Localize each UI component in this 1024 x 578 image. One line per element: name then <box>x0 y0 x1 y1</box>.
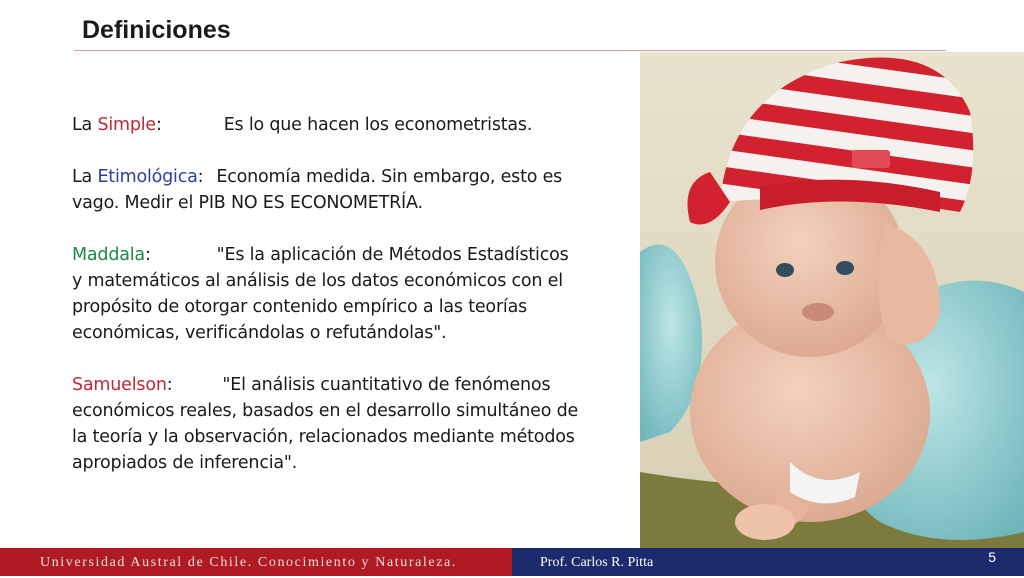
definition-prefix: La <box>72 115 98 135</box>
footer-author-panel <box>512 548 1024 576</box>
definition-maddala <box>72 242 582 346</box>
slide-title: Definiciones <box>82 16 231 44</box>
baby-photo-illustration <box>640 52 1024 548</box>
title-divider <box>74 50 946 51</box>
definition-samuelson <box>72 372 582 476</box>
definition-etimologica <box>72 164 582 216</box>
term-colon: : <box>197 167 204 187</box>
baby-photo <box>640 52 1024 548</box>
definitions-list <box>72 112 582 502</box>
term-colon: : <box>166 375 173 395</box>
definition-text: Es lo que hacen los econometristas. <box>223 115 533 135</box>
footer-bar <box>0 548 1024 576</box>
definition-text: "El análisis cuantitativo de fenómenos <box>222 375 551 395</box>
definition-text: "Es la aplicación de Métodos <box>216 245 462 265</box>
definition-simple <box>72 112 582 138</box>
term-simple: Simple <box>97 115 156 135</box>
term-maddala: Maddala <box>72 245 145 265</box>
definition-prefix: La <box>72 167 98 187</box>
definition-text-continued: Estadísticos y matemáticos al análisis de los datos económicos con el propósito de otorgar contenido empírico a las teorías económicas, verificándolas o refutándolas". <box>72 245 569 343</box>
footer-institution: Universidad Austral de Chile. Conocimiento y Naturaleza. <box>0 548 512 576</box>
term-colon: : <box>156 115 162 135</box>
term-samuelson: Samuelson <box>72 375 167 395</box>
definition-text-continued: económicos reales, basados en el desarrollo simultáneo de la teoría y la observación, relacionados mediante métodos apropiados de inferencia". <box>72 401 579 473</box>
footer-author: Prof. Carlos R. Pitta <box>540 555 654 570</box>
term-etimologica: Etimológica <box>97 167 198 187</box>
term-colon: : <box>144 245 151 265</box>
definition-text: Economía medida. Sin embargo, esto es <box>216 167 563 187</box>
definition-text-continued: vago. Medir el PIB NO ES ECONOMETRÍA. <box>72 193 423 213</box>
page-number: 5 <box>988 549 996 565</box>
